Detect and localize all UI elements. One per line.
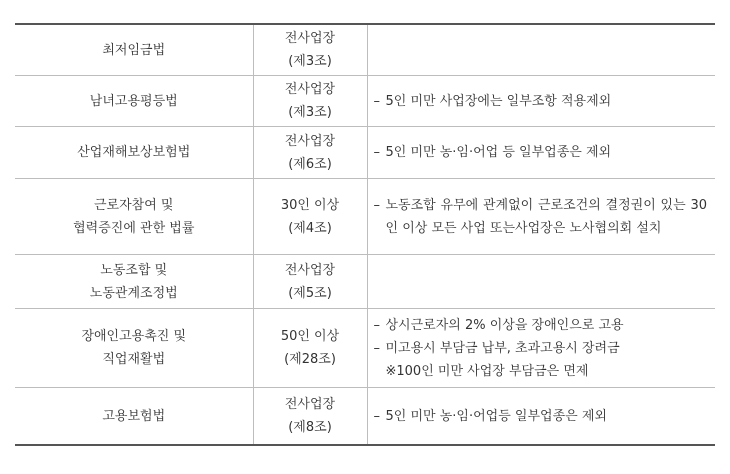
table-row [15,24,715,76]
note-remark: ※100인 미만 사업장 부담금은 면제 [385,363,589,379]
note-cell [367,255,715,309]
scope-cell [253,388,367,446]
law-name-cell [15,179,253,255]
law-name-cell [15,24,253,76]
law-name: 근로자참여 및 [94,197,174,213]
dash-mark: – [373,340,380,356]
note-cell [367,127,715,179]
article-ref: (제4조) [288,220,332,236]
article-ref: (제5조) [288,285,332,301]
dash-mark: – [373,317,380,333]
law-name: 노동조합 및 [100,262,168,278]
dash-mark: – [373,93,380,109]
note-cell [367,24,715,76]
table-row [15,76,715,127]
scope-text: 전사업장 [284,31,336,46]
article-ref: (제28조) [284,352,336,367]
scope-cell [253,255,367,309]
scope-text: 전사업장 [284,397,336,412]
table-row [15,388,715,446]
article-ref: (제8조) [288,420,332,435]
scope-cell [253,24,367,76]
law-name-cell [15,76,253,127]
table-row [15,309,715,388]
note-cell [367,76,715,127]
note-item [374,314,708,337]
note-text: 상시근로자의 2% 이상을 장애인으로 고용 [385,317,624,333]
note-text: 5인 미만 사업장에는 일부조항 적용제외 [385,93,612,109]
law-name: 최저임금법 [102,42,166,58]
law-name: 장애인고용촉진 및 [81,329,187,344]
law-name-cell [15,309,253,388]
note-text: 미고용시 부담금 납부, 초과고용시 장려금 [385,340,620,356]
note-item [374,337,708,360]
article-ref: (제3조) [288,105,332,120]
labor-law-table [15,23,715,446]
scope-text: 전사업장 [284,133,336,149]
article-ref: (제6조) [288,156,332,172]
scope-cell [253,76,367,127]
note-cell [367,388,715,446]
scope-text: 전사업장 [284,262,336,278]
table-row [15,127,715,179]
law-name-cell [15,388,253,446]
article-ref: (제3조) [288,54,332,69]
note-item [374,194,708,240]
law-name-cont: 협력증진에 관한 법률 [73,220,195,236]
law-name-cell [15,255,253,309]
note-text: 노동조합 유무에 관계없이 근로조건의 결정권이 있는 30인 이상 모든 사업 또는사업장은 노사협의회 설치 [385,197,707,236]
note-item [374,90,708,113]
table-row [15,179,715,255]
table-row [15,255,715,309]
note-text: 5인 미만 농·임·어업 등 일부업종은 제외 [385,145,612,160]
dash-mark: – [373,408,380,424]
law-name-cell [15,127,253,179]
note-item [374,141,708,164]
dash-mark: – [373,145,380,160]
note-cell [367,179,715,255]
law-name: 남녀고용평등법 [89,93,178,109]
scope-text: 30인 이상 [280,197,340,213]
law-name: 고용보험법 [102,408,166,424]
scope-cell [253,179,367,255]
scope-cell [253,127,367,179]
law-name-cont: 노동관계조정법 [89,285,178,301]
scope-text: 전사업장 [284,82,336,97]
law-name-cont: 직업재활법 [102,352,166,367]
scope-cell [253,309,367,388]
dash-mark: – [373,197,380,213]
scope-text: 50인 이상 [280,329,340,344]
note-text: 5인 미만 농·임·어업등 일부업종은 제외 [385,408,607,424]
law-name: 산업재해보상보험법 [77,145,191,160]
note-cell [367,309,715,388]
note-item [374,405,708,428]
